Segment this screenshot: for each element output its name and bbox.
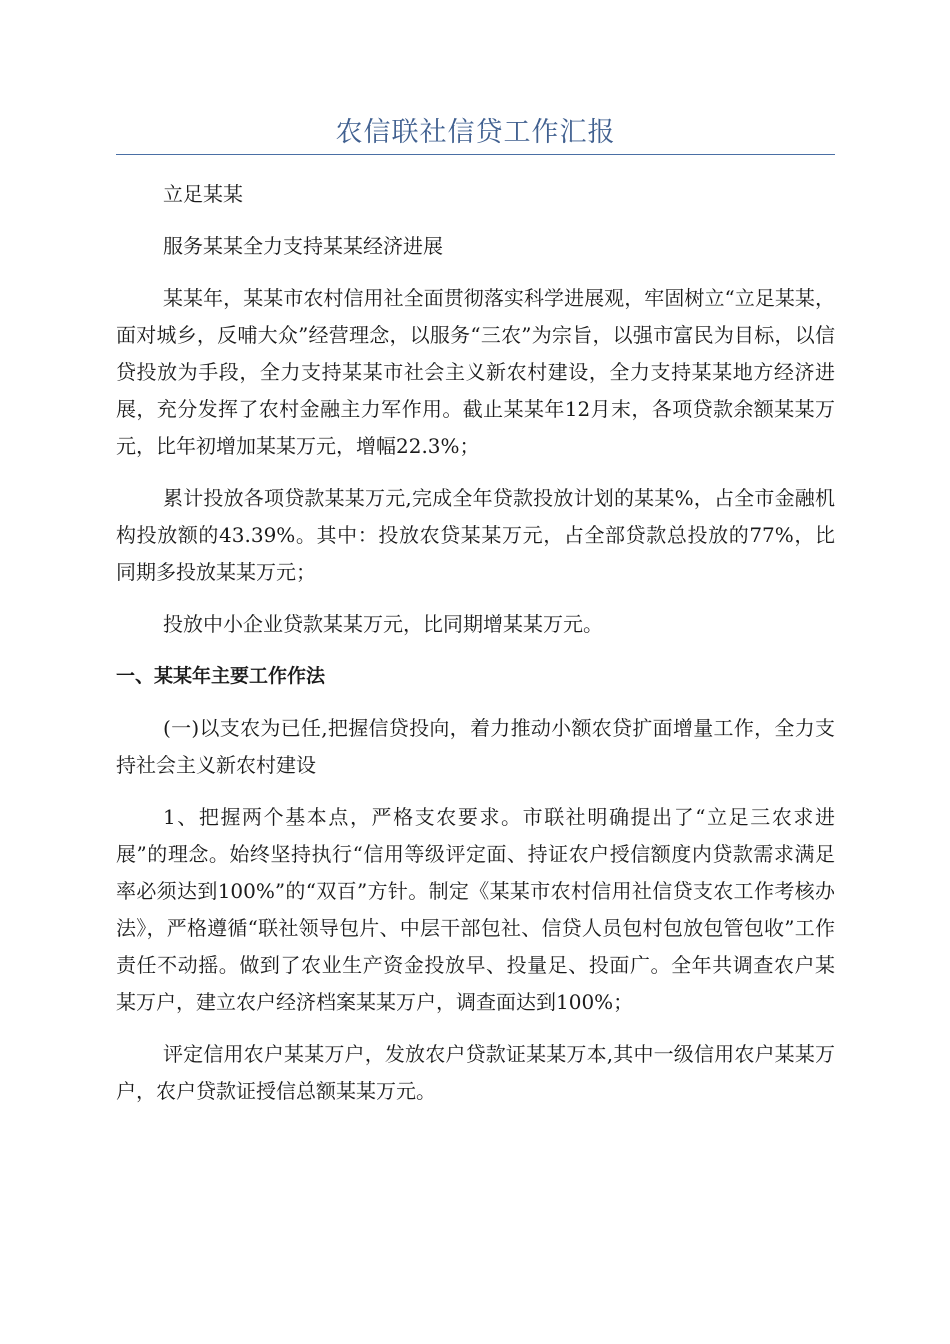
paragraph-2: 累计投放各项贷款某某万元,完成全年贷款投放计划的某某%，占全市金融机构投放额的43.39%。其中：投放农贷某某万元，占全部贷款总投放的77%，比同期多投放某某万元； [116, 486, 835, 584]
paragraph-1: 某某年，某某市农村信用社全面贯彻落实科学进展观，牢固树立“立足某某，面对城乡，反哺大众”经营理念，以服务“三农”为宗旨，以强市富民为目标，以信贷投放为手段，全力支持某某市社会主义新农村建设，全力支持某某地方经济进展，充分发挥了农村金融主力军作用。截止某某年12月末，各项贷款余额某某万元，比年初增加某某万元，增幅22.3%； [116, 286, 835, 458]
paragraph-5: 评定信用农户某某万户，发放农户贷款证某某万本,其中一级信用农户某某万户，农户贷款证授信总额某某万元。 [116, 1042, 835, 1103]
subsection-heading-1: (一)以支农为已任,把握信贷投向，着力推动小额农贷扩面增量工作，全力支持社会主义新农村建设 [116, 716, 835, 777]
paragraph-3: 投放中小企业贷款某某万元，比同期增某某万元。 [163, 612, 603, 636]
title-underline [116, 154, 835, 155]
document-body [116, 176, 835, 1125]
section-heading-1: 一、某某年主要工作作法 [116, 665, 326, 687]
subtitle-2: 服务某某全力支持某某经济进展 [163, 234, 443, 258]
paragraph-4: 1、把握两个基本点，严格支农要求。市联社明确提出了“立足三农求进展”的理念。始终坚持执行“信用等级评定面、持证农户授信额度内贷款需求满足率必须达到100%”的“双百”方针。制定《某某市农村信用社信贷支农工作考核办法》，严格遵循“联社领导包片、中层干部包社、信贷人员包村包放包管包收”工作责任不动摇。做到了农业生产资金投放早、投量足、投面广。全年共调查农户某某万户，建立农户经济档案某某万户，调查面达到100%； [116, 805, 835, 1014]
document-title: 农信联社信贷工作汇报 [335, 117, 616, 148]
subtitle-1: 立足某某 [163, 182, 243, 206]
